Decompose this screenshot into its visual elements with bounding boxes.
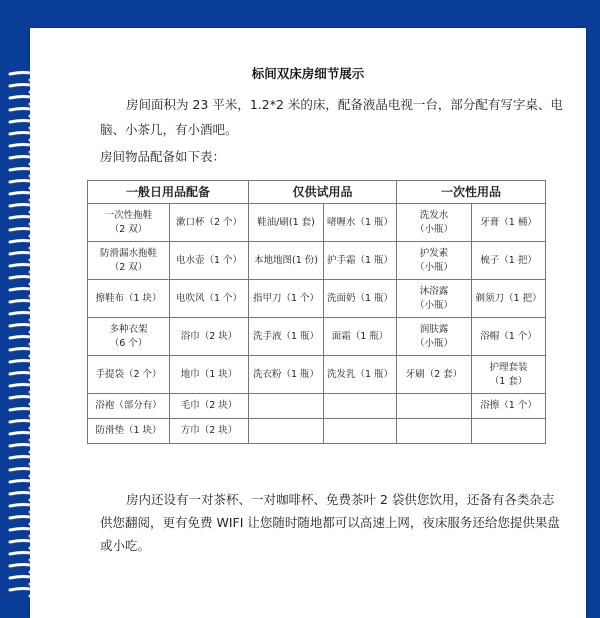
table-header-row bbox=[88, 181, 546, 204]
table-cell bbox=[170, 280, 249, 318]
table-cell bbox=[472, 280, 546, 318]
table-cell bbox=[397, 419, 472, 444]
header-trial-items: 仅供试用品 bbox=[249, 181, 397, 204]
cell-text: 一次性拖鞋 bbox=[104, 209, 153, 221]
table-cell bbox=[324, 419, 397, 444]
table-cell bbox=[249, 280, 324, 318]
table-cell bbox=[324, 204, 397, 242]
table-cell bbox=[397, 394, 472, 419]
cell-text: 手提袋（2 个） bbox=[95, 368, 162, 380]
table-cell bbox=[397, 242, 472, 280]
cell-text: （小瓶） bbox=[415, 299, 454, 311]
cell-text: 洗面奶（1 瓶） bbox=[326, 292, 394, 304]
cell-text: 洗发水 bbox=[419, 209, 449, 221]
cell-text: （6 个） bbox=[109, 337, 148, 349]
cell-text: 剃须刀（1 把） bbox=[475, 292, 542, 304]
table-row bbox=[88, 318, 546, 356]
cell-text: 浴擦（1 个） bbox=[480, 400, 537, 411]
cell-text: 梳子（1 把） bbox=[480, 254, 537, 266]
table-intro: 房间物品配备如下表： bbox=[100, 149, 226, 164]
cell-text: 洗手液（1 瓶） bbox=[252, 330, 320, 342]
table-cell bbox=[170, 419, 249, 444]
cell-text: 浴帽（1 个） bbox=[480, 330, 537, 342]
outro-paragraph: 房内还设有一对茶杯、一对咖啡杯、免费茶叶 2 袋供您饮用，还备有各类杂志供您翻阅，更有免费 WIFI 让您随时随地都可以高速上网，夜床服务还给您提供果盘或小吃。 bbox=[100, 492, 560, 553]
table-cell bbox=[472, 419, 546, 444]
cell-text: （2 双） bbox=[109, 223, 148, 235]
cell-text: 方巾（2 块） bbox=[180, 425, 238, 436]
table-row bbox=[88, 204, 546, 242]
cell-text: 电水壶（1 个） bbox=[175, 254, 243, 266]
table-row bbox=[88, 242, 546, 280]
table-cell bbox=[397, 280, 472, 318]
table-cell bbox=[324, 242, 397, 280]
page-title: 标间双床房细节展示 bbox=[251, 66, 365, 81]
cell-text: （1 套） bbox=[489, 375, 528, 387]
table-cell bbox=[324, 356, 397, 394]
cell-text: 地巾（1 块） bbox=[180, 368, 238, 380]
table-cell bbox=[397, 204, 472, 242]
table-cell bbox=[88, 280, 170, 318]
cell-text: 洗发乳（1 瓶） bbox=[326, 368, 394, 380]
cell-text: 啫喱水（1 瓶） bbox=[326, 216, 394, 228]
table-cell bbox=[249, 394, 324, 419]
table-row bbox=[88, 280, 546, 318]
cell-text: 面霜（1 瓶） bbox=[331, 330, 389, 342]
header-disposable-items: 一次性用品 bbox=[397, 181, 546, 204]
table-cell bbox=[472, 242, 546, 280]
table-cell bbox=[88, 356, 170, 394]
cell-text: 本地地图(1 份) bbox=[254, 254, 318, 266]
table-cell bbox=[324, 394, 397, 419]
cell-text: 牙膏（1 桶） bbox=[480, 216, 537, 228]
table-cell bbox=[88, 204, 170, 242]
table-cell bbox=[472, 356, 546, 394]
table-cell bbox=[324, 280, 397, 318]
cell-text: 擦鞋布（1 块） bbox=[95, 292, 162, 304]
cell-text: 电吹风（1 个） bbox=[175, 292, 243, 304]
table-cell bbox=[324, 318, 397, 356]
table-cell bbox=[170, 394, 249, 419]
cell-text: 牙刷（2 套） bbox=[405, 368, 463, 380]
cell-text: 防滑漏水拖鞋 bbox=[99, 247, 157, 259]
cell-text: 浴巾（2 块） bbox=[180, 330, 238, 342]
cell-text: 洗衣粉（1 瓶） bbox=[252, 368, 320, 380]
table-cell bbox=[249, 419, 324, 444]
cell-text: 浴袍（部分有） bbox=[95, 400, 162, 411]
table-cell bbox=[249, 204, 324, 242]
cell-text: 鞋油/刷(1 套) bbox=[257, 216, 315, 228]
header-daily-items: 一般日用品配备 bbox=[88, 181, 249, 204]
intro-paragraph: 房间面积为 23 平米，1.2*2 米的床，配备液晶电视一台，部分配有写字桌、电脑、小茶几，有小酒吧。 bbox=[100, 97, 563, 137]
table-cell bbox=[170, 204, 249, 242]
cell-text: 护发素 bbox=[419, 247, 449, 259]
cell-text: 沐浴露 bbox=[419, 285, 449, 297]
table-cell bbox=[170, 242, 249, 280]
cell-text: 护手霜（1 瓶） bbox=[326, 254, 394, 266]
cell-text: 多种衣架 bbox=[109, 323, 148, 335]
table-cell bbox=[397, 356, 472, 394]
cell-text: （小瓶） bbox=[415, 261, 454, 273]
cell-text: 护理套装 bbox=[489, 361, 528, 373]
cell-text: 漱口杯（2 个） bbox=[175, 216, 243, 228]
table-cell bbox=[472, 394, 546, 419]
amenities-table bbox=[87, 180, 546, 444]
cell-text: 毛巾（2 块） bbox=[180, 400, 238, 411]
cell-text: （小瓶） bbox=[415, 337, 454, 349]
table-cell bbox=[472, 318, 546, 356]
table-cell bbox=[170, 318, 249, 356]
table-cell bbox=[170, 356, 249, 394]
cell-text: 润肤露 bbox=[419, 323, 449, 335]
table-cell bbox=[249, 318, 324, 356]
table-cell bbox=[249, 242, 324, 280]
table-cell bbox=[88, 318, 170, 356]
table-row bbox=[88, 356, 546, 394]
table-cell bbox=[249, 356, 324, 394]
cell-text: 指甲刀（1 个） bbox=[252, 292, 320, 304]
cell-text: （2 双） bbox=[109, 261, 148, 273]
table-cell bbox=[88, 394, 170, 419]
cell-text: 防滑垫（1 块） bbox=[95, 425, 162, 436]
table-row bbox=[88, 394, 546, 419]
cell-text: （小瓶） bbox=[415, 223, 454, 235]
table-cell bbox=[397, 318, 472, 356]
table-cell bbox=[472, 204, 546, 242]
notebook-page bbox=[30, 28, 586, 618]
table-cell bbox=[88, 242, 170, 280]
table-row bbox=[88, 419, 546, 444]
table-cell bbox=[88, 419, 170, 444]
